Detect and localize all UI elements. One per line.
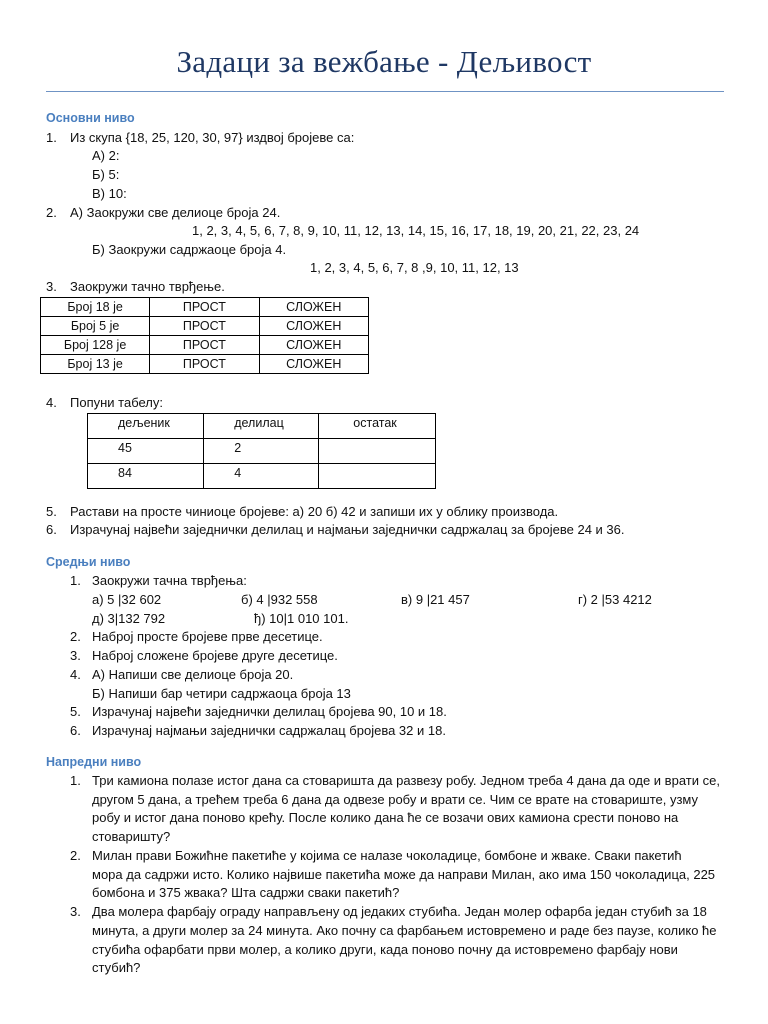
table-cell: Број 18 је	[41, 298, 150, 317]
table-cell: Број 128 је	[41, 336, 150, 355]
task-text-line: стубић?	[92, 960, 141, 975]
statement-option: д) 3|132 792	[92, 611, 166, 626]
table-cell: СЛОЖЕН	[259, 298, 368, 317]
table-cell: 84	[88, 464, 204, 489]
task-number: 5.	[70, 704, 81, 719]
table-cell[interactable]	[319, 464, 436, 489]
task-text: Наброј сложене бројеве друге десетице.	[92, 648, 338, 663]
task-text: Израчунај највећи заједнички делилац бројева 90, 10 и 18.	[92, 704, 447, 719]
division-table	[87, 413, 436, 489]
statement-option: б) 4 |932 558	[241, 592, 318, 607]
task-number: 1.	[70, 573, 81, 588]
page-title: Задаци за вежбање - Дељивост	[176, 44, 592, 79]
table-cell: Број 13 је	[41, 355, 150, 374]
table-row	[88, 464, 436, 489]
subtask-text: Б) 5:	[92, 167, 120, 182]
statement-option: в) 9 |21 457	[401, 592, 470, 607]
task-text-line: робу и истог дана поново крећу. После колико дана ће се возачи ових камиона срести поново на	[92, 810, 679, 825]
table-cell: ПРОСТ	[150, 355, 259, 374]
table-cell: 45	[88, 439, 204, 464]
section-heading-basic: Основни ниво	[46, 111, 135, 125]
number-list: 1, 2, 3, 4, 5, 6, 7, 8, 9, 10, 11, 12, 13, 14, 15, 16, 17, 18, 19, 20, 21, 22, 23, 24	[192, 223, 640, 238]
task-number: 3.	[70, 648, 81, 663]
task-text-line: другом 5 дана, а трећем треба 6 дана да одвезе робу и врати се. Чим се врате на стовариште, узму	[92, 792, 699, 807]
task-number: 2.	[70, 848, 81, 863]
table-cell: СЛОЖЕН	[259, 336, 368, 355]
table-row	[41, 298, 369, 317]
task-text-line: бомбона и 375 жвака? Шта садржи сваки пакетић?	[92, 885, 400, 900]
table-cell: 2	[204, 439, 319, 464]
statement-option: ђ) 10|1 010 101.	[254, 611, 349, 626]
table-cell: 4	[204, 464, 319, 489]
task-number: 1.	[70, 773, 81, 788]
task-text: Заокружи тачно тврђење.	[70, 279, 225, 294]
task-text: Растави на просте чиниоце бројеве: а) 20 б) 42 и запиши их у облику производа.	[70, 504, 559, 519]
table-cell: Број 5 је	[41, 317, 150, 336]
table-cell: СЛОЖЕН	[259, 317, 368, 336]
task-text-line: мора да садржи исто. Колико највише пакетића може да направи Милан, ако има 150 чоколадица, 225	[92, 867, 716, 882]
task-number: 4.	[70, 667, 81, 682]
task-text: А) Заокружи све делиоце броја 24.	[70, 205, 281, 220]
section-heading-middle: Средњи ниво	[46, 555, 131, 569]
task-number: 2.	[46, 205, 57, 220]
table-header-cell: дељеник	[88, 414, 204, 439]
task-text-line: Милан прави Божићне пакетиће у којима се налазе чоколадице, бомбоне и жваке. Сваки пакетић	[92, 848, 682, 863]
task-text-line: стоваришту?	[92, 829, 171, 844]
task-text-line: Три камиона полазе истог дана са стоваришта да развезу робу. Једном треба 4 дана да оде и врати се,	[92, 773, 720, 788]
subtask-text: А) 2:	[92, 148, 120, 163]
table-row	[88, 439, 436, 464]
table-cell[interactable]	[319, 439, 436, 464]
title-underline	[46, 91, 724, 92]
table-header-row	[88, 414, 436, 439]
subtask-text: Б) Напиши бар четири садржаоца броја 13	[92, 686, 351, 701]
number-list: 1, 2, 3, 4, 5, 6, 7, 8 ,9, 10, 11, 12, 13	[310, 260, 519, 275]
task-number: 5.	[46, 504, 57, 519]
task-text-line: минута, а други молер за 24 минута. Ако почну са фарбањем истовремено и раде без паузе, колико ће	[92, 923, 717, 938]
task-text: Из скупа {18, 25, 120, 30, 97} издвој бројеве са:	[70, 130, 355, 145]
table-header-cell: остатак	[319, 414, 436, 439]
statement-option: а) 5 |32 602	[92, 592, 162, 607]
table-cell: СЛОЖЕН	[259, 355, 368, 374]
table-row	[41, 336, 369, 355]
table-cell: ПРОСТ	[150, 298, 259, 317]
task-number: 4.	[46, 395, 57, 410]
task-number: 3.	[70, 904, 81, 919]
task-text: Израчунај највећи заједнички делилац и најмањи заједнички садржалац за бројеве 24 и 36.	[70, 522, 625, 537]
prime-composite-table	[40, 297, 369, 374]
table-cell: ПРОСТ	[150, 317, 259, 336]
subtask-text: В) 10:	[92, 186, 127, 201]
task-number: 2.	[70, 629, 81, 644]
task-number: 6.	[46, 522, 57, 537]
task-text-line: стубића офарбати први молер, а колико други, када поново почну да истовремено фарбају нови	[92, 942, 678, 957]
table-cell: ПРОСТ	[150, 336, 259, 355]
table-header-cell: делилац	[204, 414, 319, 439]
task-number: 6.	[70, 723, 81, 738]
task-text: А) Напиши све делиоце броја 20.	[92, 667, 294, 682]
table-row	[41, 355, 369, 374]
subtask-text: Б) Заокружи садржаоце броја 4.	[92, 242, 287, 257]
table-row	[41, 317, 369, 336]
statement-option: г) 2 |53 4212	[578, 592, 652, 607]
section-heading-advanced: Напредни ниво	[46, 755, 142, 769]
task-text: Наброј просте бројеве прве десетице.	[92, 629, 323, 644]
task-text: Израчунај најмањи заједнички садржалац бројева 32 и 18.	[92, 723, 446, 738]
task-number: 3.	[46, 279, 57, 294]
task-number: 1.	[46, 130, 57, 145]
task-text: Попуни табелу:	[70, 395, 163, 410]
task-text: Заокружи тачна тврђења:	[92, 573, 247, 588]
task-text-line: Два молера фарбају ограду направљену од једаких стубића. Један молер офарба један стубић за 18	[92, 904, 707, 919]
